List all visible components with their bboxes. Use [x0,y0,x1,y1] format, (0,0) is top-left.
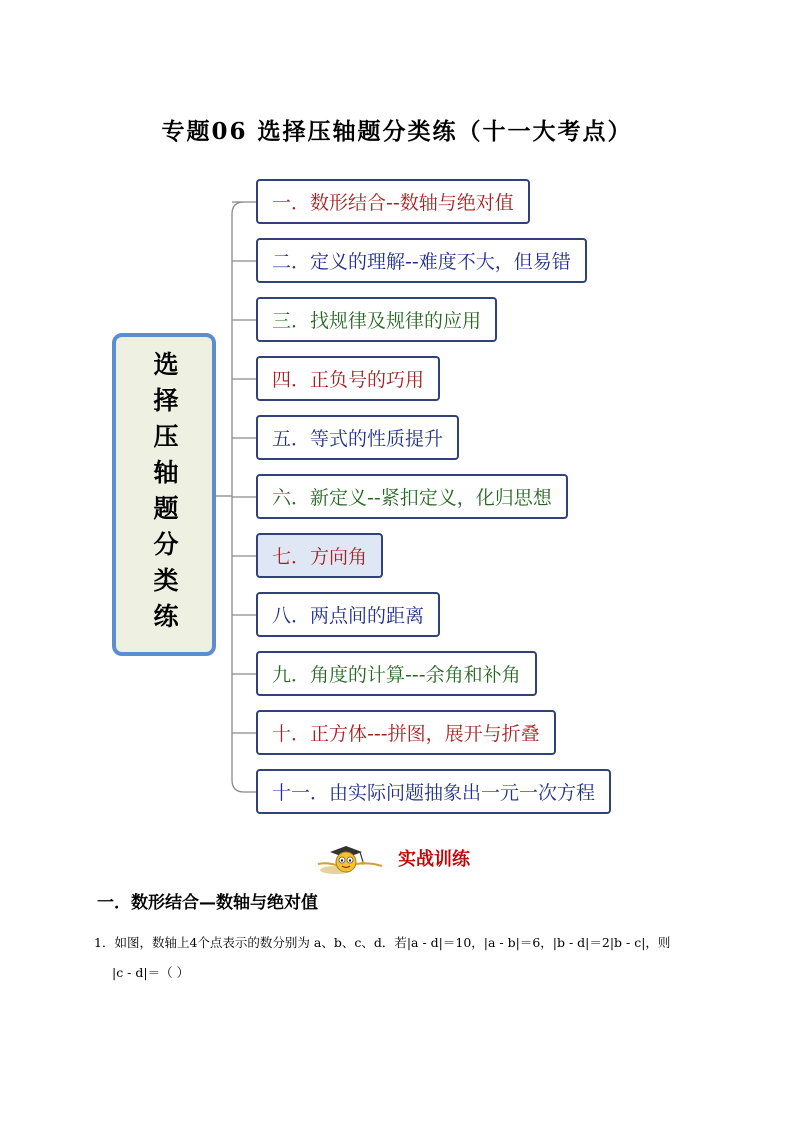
page-title: 专题06 选择压轴题分类练（十一大考点） [161,118,633,145]
topic-9 [256,651,537,696]
topic-label: 一．数形结合--数轴与绝对值 [272,192,514,214]
mindmap-root [112,333,216,656]
topic-8 [256,592,440,637]
topic-label: 八．两点间的距离 [272,605,425,627]
topic-label: 十一．由实际问题抽象出一元一次方程 [272,782,596,804]
topic-label: 五．等式的性质提升 [272,428,444,450]
topic-11 [256,769,611,814]
topic-6 [256,474,568,519]
topic-label: 六．新定义--紧扣定义，化归思想 [272,487,552,509]
section-heading: 一．数形结合—数轴与绝对值 [97,893,318,913]
topic-label: 十．正方体---拼图，展开与折叠 [272,723,540,745]
question-text-line: 1．如图，数轴上4个点表示的数分别为 a、b、c、d．若|a - d|＝10，|a - b|＝6，|b - d|＝2|b - c|，则 [94,935,671,950]
question-1 [94,928,714,988]
topic-label: 二．定义的理解--难度不大，但易错 [272,251,571,273]
topic-label: 三．找规律及规律的应用 [272,310,482,332]
topic-4 [256,356,440,401]
mascot-icon [316,840,388,876]
topic-10 [256,710,556,755]
topic-1 [256,179,530,224]
topic-label: 七．方向角 [272,546,368,568]
topic-5 [256,415,459,460]
topic-2 [256,238,587,283]
topic-label: 四．正负号的巧用 [272,369,425,391]
practice-banner [316,840,470,876]
topic-label: 九．角度的计算---余角和补角 [272,664,521,686]
topic-3 [256,297,497,342]
banner-label: 实战训练 [398,849,470,870]
topic-7 [256,533,383,578]
mindmap-root-label: 选择压轴题分类练 [150,350,179,639]
question-text-line: |c - d|＝（ ） [112,965,190,980]
